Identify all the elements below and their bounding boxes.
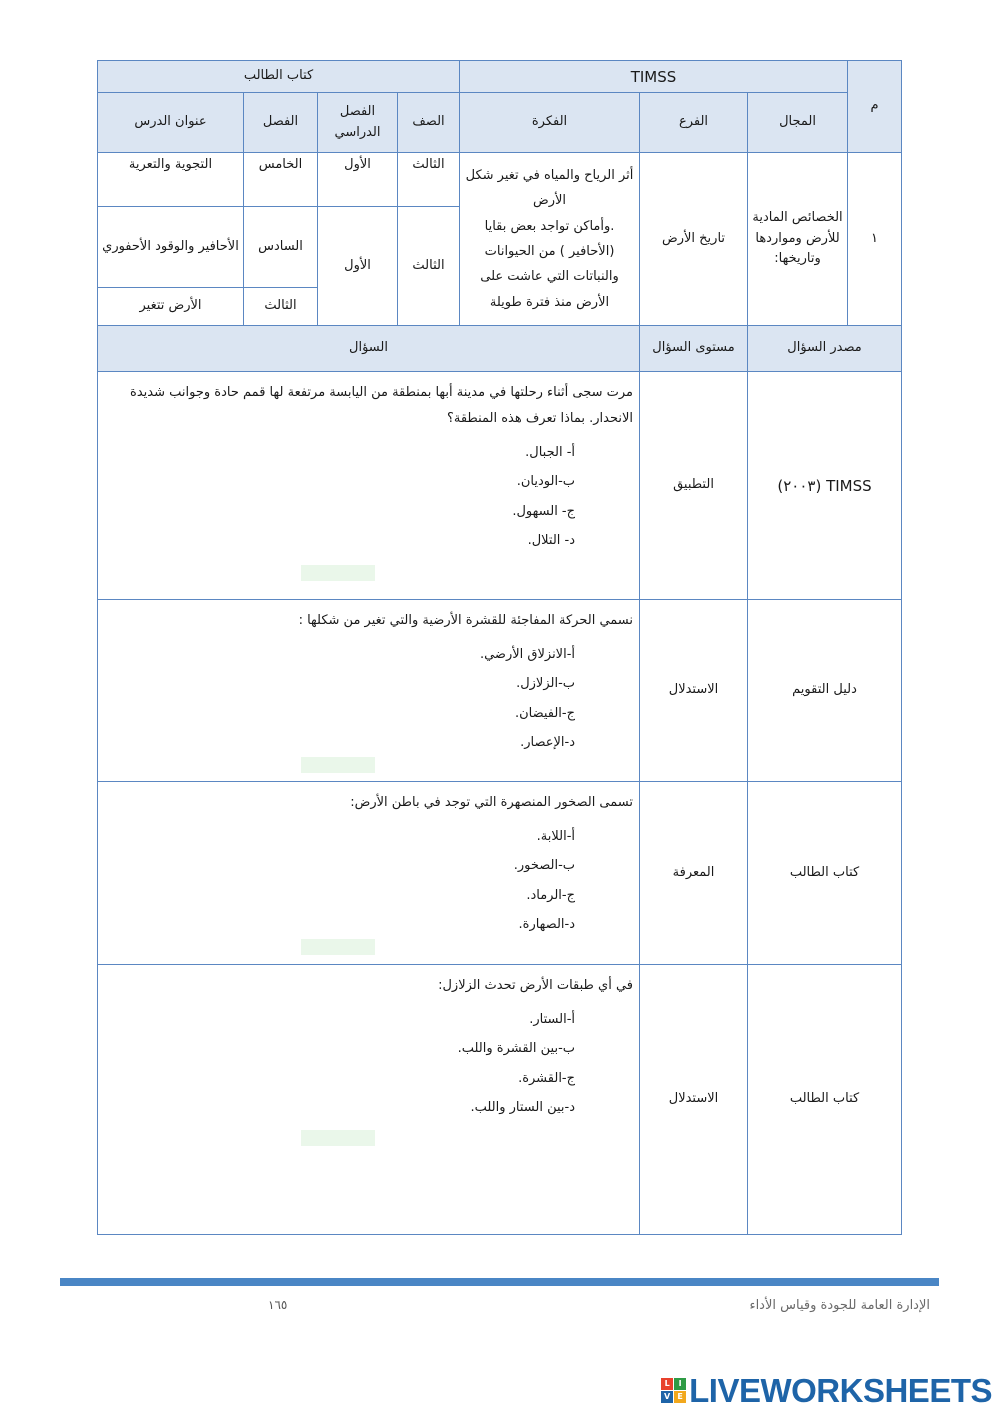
answer-input[interactable] [301,1130,375,1146]
lesson-title-cell: الأحافير والوقود الأحفوري [98,207,244,288]
header-number: م [848,61,902,153]
question-source: TIMSS (٢٠٠٣) [748,372,902,600]
logo-letter-l: L [661,1378,673,1390]
grade-cell: الثالث [398,153,460,207]
choice-a: أ-اللابة. [536,829,576,844]
header-question: السؤال [98,326,640,372]
lesson-title-cell: التجوية والتعرية [98,153,244,207]
idea-text-2: .وأماكن تواجد بعض بقايا (الأحافير ) من الحيوانات والنباتات التي عاشت على الأرض منذ فترة طويلة [480,218,619,310]
header-grade: الصف [398,93,460,153]
liveworksheets-icon [661,1378,686,1403]
answer-input[interactable] [301,757,375,773]
choice-d: د- التلال. [527,532,576,548]
branch-cell: تاريخ الأرض [640,153,748,326]
question-stem: نسمي الحركة المفاجئة للقشرة الأرضية والتي تغير من شكلها : [298,613,634,628]
lesson-title-cell: الأرض تتغير [98,288,244,326]
choice-b: ب-بين القشرة واللب. [457,1041,576,1057]
idea-text-1: أثر الرياح والمياه في تغير شكل الأرض [465,167,634,209]
liveworksheets-logo [661,1374,992,1407]
question-stem: تسمى الصخور المنصهرة التي توجد في باطن الأرض: [350,795,634,810]
idea-cell [460,153,640,326]
choice-b: ب-الصخور. [513,858,576,874]
row-number: ١ [848,153,902,326]
choice-b: ب-الوديان. [516,474,576,490]
choice-d: د-بين الستار واللب. [470,1099,576,1115]
semester-cell: الأول [318,153,398,207]
header-source: مصدر السؤال [748,326,902,372]
blank-space [106,1146,633,1226]
header-timss: TIMSS [460,61,848,93]
liveworksheets-wordmark: LIVEWORKSHEETS [689,1372,992,1409]
header-branch: الفرع [640,93,748,153]
question-level: المعرفة [640,782,748,965]
answer-input[interactable] [301,565,375,581]
choice-c: ج-القشرة. [518,1070,576,1086]
semester-cell: الأول [318,207,398,326]
question-level: الاستدلال [640,965,748,1235]
question-source: كتاب الطالب [748,965,902,1235]
header-domain: المجال [748,93,848,153]
choice-a: أ-الانزلاق الأرضي. [479,647,576,662]
domain-cell: الخصائص المادية للأرض ومواردها وتاريخها: [748,153,848,326]
question-stem: مرت سجى أثناء رحلتها في مدينة أبها بمنطقة من اليابسة مرتفعة لها قمم حادة وجوانب شديدة الانحدار. بماذا تعرف هذه المنطقة؟ [130,385,634,426]
header-student-book: كتاب الطالب [98,61,460,93]
footer-bar [60,1278,939,1286]
question-source: دليل التقويم [748,600,902,782]
choice-a: أ-الستار. [529,1012,576,1027]
header-unit: الفصل [244,93,318,153]
logo-letter-i: I [674,1378,686,1390]
logo-letter-v: V [661,1391,673,1403]
choice-c: ج-الرماد. [526,887,576,903]
choice-c: ج-الفيضان. [514,705,576,721]
answer-input[interactable] [301,939,375,955]
unit-cell: السادس [244,207,318,288]
header-level: مستوى السؤال [640,326,748,372]
choice-a: أ- الجبال. [525,445,576,460]
choice-d: د-الصهارة. [518,916,576,932]
choice-b: ب-الزلازل. [516,676,576,692]
question-cell [98,600,640,782]
header-idea: الفكرة [460,93,640,153]
unit-cell: الثالث [244,288,318,326]
question-cell [98,965,640,1235]
question-cell [98,372,640,600]
question-level: التطبيق [640,372,748,600]
curriculum-table [97,60,902,1235]
page-number: ١٦٥ [268,1298,288,1312]
header-lesson-title: عنوان الدرس [98,93,244,153]
logo-letter-e: E [674,1391,686,1403]
question-level: الاستدلال [640,600,748,782]
grade-cell: الثالث [398,207,460,326]
question-source: كتاب الطالب [748,782,902,965]
question-stem: في أي طبقات الأرض تحدث الزلازل: [438,978,634,993]
choice-d: د-الإعصار. [520,734,576,750]
header-semester: الفصل الدراسي [318,93,398,153]
question-cell [98,782,640,965]
choice-c: ج- السهول. [512,503,576,519]
unit-cell: الخامس [244,153,318,207]
footer-organization: الإدارة العامة للجودة وقياس الأداء [749,1298,930,1313]
